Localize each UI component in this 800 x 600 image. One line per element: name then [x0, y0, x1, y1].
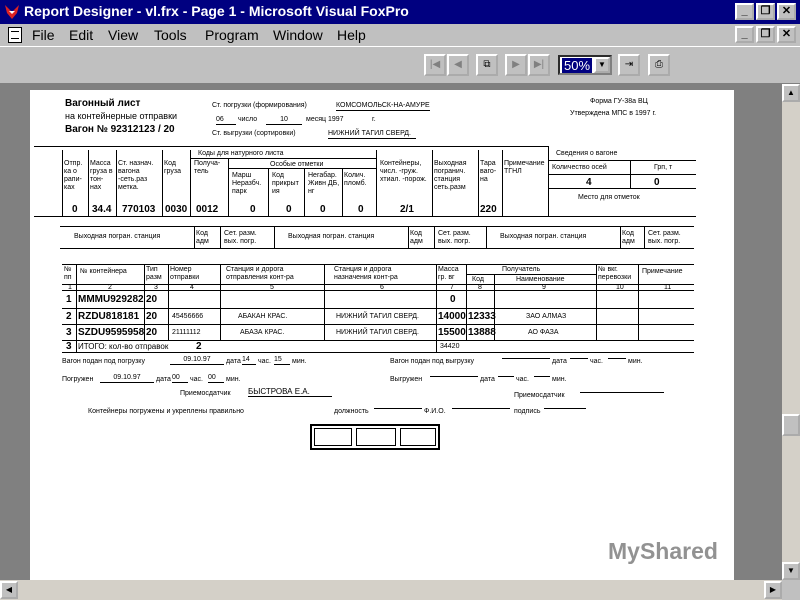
horizontal-scrollbar[interactable]: [0, 580, 782, 600]
wagon-number: Вагон № 92312123 / 20: [65, 124, 175, 135]
seal-boxes: [310, 424, 440, 450]
special-marks-label: Особые отметки: [270, 161, 324, 168]
menu-tools[interactable]: Tools: [154, 27, 187, 43]
border-code-1: Код адм: [196, 230, 209, 245]
title-bar: [0, 0, 800, 24]
border-code-2: Код адм: [410, 230, 423, 245]
report-subtitle: на контейнерные отправки: [65, 111, 178, 121]
month-label: месяц 1997: [306, 116, 344, 123]
close-button[interactable]: ✕: [777, 3, 796, 20]
col-num-6: 6: [380, 284, 384, 291]
col-num-9: 9: [542, 284, 546, 291]
natural-codes-label: Коды для натурного листа: [198, 150, 284, 157]
wagon-info-label: Сведения о вагоне: [556, 150, 618, 157]
row2-to: НИЖНИЙ ТАГИЛ СВЕРД.: [336, 313, 419, 320]
close-preview-button[interactable]: ⇥: [618, 54, 640, 76]
scroll-left-icon[interactable]: ◀: [0, 581, 18, 599]
hdr-sender: Отпр. ка о рапи- ках: [64, 160, 83, 191]
border-exit-2: Выходная погран. станция: [288, 233, 375, 240]
axles-value: 4: [586, 177, 592, 188]
row3-name: АО ФАЗА: [528, 329, 559, 336]
unloaded-hour-label: час.: [516, 376, 529, 383]
document-icon[interactable]: [8, 27, 22, 43]
menu-bar: [0, 24, 800, 46]
row1-type: 20: [146, 294, 158, 305]
capacity-value: 0: [654, 177, 660, 188]
border-net-2: Сет. разм. вых. погр.: [438, 230, 471, 245]
menu-file[interactable]: File: [32, 27, 55, 43]
val-code: 0: [286, 204, 292, 215]
val-tare: 220: [480, 204, 497, 215]
val-station: 770103: [122, 204, 156, 215]
capacity-label: Грп, т: [654, 164, 673, 171]
th-code: Код: [472, 276, 484, 283]
position-label: должность: [334, 408, 369, 415]
last-page-button[interactable]: ▶|: [528, 54, 550, 76]
total-count: 2: [196, 341, 202, 352]
load-station-label: Ст. погрузки (формирования): [212, 102, 307, 109]
window-title: Report Designer - vl.frx - Page 1 - Microsoft Visual FoxPro: [24, 3, 409, 19]
foxpro-icon: [3, 3, 21, 21]
hdr-cargo-code: Код груза: [164, 160, 181, 175]
row3-mass: 15500: [438, 327, 466, 338]
doc-restore-button[interactable]: ❐: [756, 26, 775, 43]
col-num-8: 8: [478, 284, 482, 291]
axles-label: Количество осей: [552, 164, 607, 171]
th-note: Примечание: [642, 268, 683, 275]
hdr-station-code: Ст. назнач. вагона -сеть.раз метка.: [118, 160, 154, 191]
th-container: № контейнера: [80, 268, 127, 275]
load-hour-label: час.: [258, 358, 271, 365]
preview-toolbar: [0, 46, 800, 84]
load-date-label: дата: [226, 358, 241, 365]
hdr-tare: Тара ваго- на: [480, 160, 497, 183]
row2-mass: 14000: [438, 311, 466, 322]
marks-label: Место для отметок: [578, 194, 640, 201]
hdr-oversize: Негабар. Живн ДБ, нг: [308, 172, 340, 195]
preview-area: [0, 84, 782, 580]
bottom-line-label: Контейнеры погружены и укреплены правильно: [88, 408, 244, 415]
total-no: 3: [66, 341, 72, 352]
th-dispatch: Номер отправки: [170, 266, 200, 281]
receiver2-label: Приемосдатчик: [514, 392, 565, 399]
border-exit-3: Выходная погран. станция: [500, 233, 587, 240]
menu-program[interactable]: Program: [205, 27, 259, 43]
unloaded-label: Выгружен: [390, 376, 423, 383]
val-count: 0: [358, 204, 364, 215]
row2-type: 20: [146, 311, 158, 322]
row2-name: ЗАО АЛМАЗ: [526, 313, 567, 320]
load-hour: 14: [242, 356, 256, 365]
hdr-route: Марш Неразбч. парк: [232, 172, 262, 195]
row3-to: НИЖНИЙ ТАГИЛ СВЕРД.: [336, 329, 419, 336]
loaded-min: 00: [208, 374, 224, 383]
load-min: 15: [274, 356, 290, 365]
unload-station-label: Ст. выгрузки (сортировки): [212, 130, 296, 137]
scroll-up-icon[interactable]: ▲: [782, 84, 800, 102]
total-label: ИТОГО: кол-во отправок: [78, 342, 169, 351]
zoom-value: 50%: [564, 58, 591, 73]
th-mass: Масса гр. вг: [438, 266, 459, 281]
val-route: 0: [250, 204, 256, 215]
th-to: Станция и дорога назначения конт-ра: [334, 266, 398, 281]
loaded-hour: 00: [172, 374, 188, 383]
chevron-down-icon[interactable]: ▼: [594, 57, 610, 73]
row2-dispatch: 45456666: [172, 313, 204, 320]
form-line-2: Утверждена МПС в 1997 г.: [570, 110, 657, 117]
vertical-scrollbar[interactable]: [782, 84, 800, 580]
row1-mass: 0: [450, 294, 456, 305]
col-num-2: 2: [108, 284, 112, 291]
load-station-value: КОМСОМОЛЬСК-НА-АМУРЕ: [336, 102, 430, 109]
load-date: 09.10.97: [170, 356, 224, 365]
border-code-3: Код адм: [622, 230, 635, 245]
unload-station-value: НИЖНИЙ ТАГИЛ СВЕРД.: [328, 130, 416, 139]
hdr-code-reg: Код прикрыт ия: [272, 172, 299, 195]
unload-hour-label: час.: [590, 358, 603, 365]
row2-no: 2: [66, 311, 72, 322]
menu-edit[interactable]: Edit: [69, 27, 94, 43]
watermark: MyShared: [608, 538, 718, 564]
border-net-1: Сет. разм. вых. погр.: [224, 230, 257, 245]
form-line-1: Форма ГУ-38а ВЦ: [590, 98, 648, 105]
row2-from: АБАКАН КРАС.: [238, 313, 288, 320]
menu-window[interactable]: Window: [273, 27, 323, 43]
col-num-7: 7: [450, 284, 454, 291]
day-label: число: [238, 116, 258, 123]
col-num-4: 4: [190, 284, 194, 291]
receiver-label: Приемосдатчик: [180, 390, 231, 397]
loaded-min-label: мин.: [226, 376, 241, 383]
doc-minimize-button[interactable]: _: [735, 26, 754, 43]
hdr-containers: Контейнеры, числ. -груж. хтиал. -порож.: [380, 160, 427, 183]
row3-from: АБАЗА КРАС.: [240, 329, 285, 336]
th-name: Наименование: [516, 276, 565, 283]
th-no: № пп: [64, 266, 72, 281]
total-mass: 34420: [440, 343, 460, 350]
val-oversize: 0: [320, 204, 326, 215]
border-exit-1: Выходная погран. станция: [74, 233, 161, 240]
unload-date-label: дата: [552, 358, 567, 365]
val-containers: 2/1: [400, 204, 414, 215]
hdr-exit-station: Выходная погранич. станция сеть.разм: [434, 160, 467, 191]
unloaded-min-label: мин.: [552, 376, 567, 383]
border-net-3: Сет. разм. вых. погр.: [648, 230, 681, 245]
receiver-name: БЫСТРОВА Е.А.: [248, 388, 332, 397]
menu-help[interactable]: Help: [337, 27, 366, 43]
scroll-down-icon[interactable]: ▼: [782, 562, 800, 580]
unload-line-label: Вагон подан под выгрузку: [390, 358, 475, 365]
hdr-note: Примечание ТГНЛ: [504, 160, 545, 175]
print-button[interactable]: ⎙: [648, 54, 670, 76]
unload-min-label: мин.: [628, 358, 643, 365]
loaded-date: 09.10.97: [100, 374, 154, 383]
col-num-10: 10: [616, 284, 624, 291]
th-trans: № вкг. перевозки: [598, 266, 632, 281]
scroll-thumb[interactable]: [782, 414, 800, 436]
restore-button[interactable]: ❐: [756, 3, 775, 20]
loaded-hour-label: час.: [190, 376, 203, 383]
row3-container: SZDU9595958: [78, 327, 145, 338]
unloaded-date-label: дата: [480, 376, 495, 383]
th-receiver: Получатель: [502, 266, 541, 273]
row2-code: 12333: [468, 311, 496, 322]
next-page-button[interactable]: ▶: [505, 54, 527, 76]
report-title: Вагонный лист: [65, 98, 141, 109]
th-type: Тип разм: [146, 266, 162, 281]
row1-container: MMMU929282: [78, 294, 144, 305]
prev-page-button[interactable]: ◀: [447, 54, 469, 76]
th-from: Станция и дорога отправления конт-ра: [226, 266, 294, 281]
val-mass: 34.4: [92, 204, 112, 215]
sign-label: подпись: [514, 408, 541, 415]
hdr-receiver: Получа- тель: [194, 160, 221, 175]
row3-code: 13888: [468, 327, 496, 338]
load-line-label: Вагон подан под погрузку: [62, 358, 145, 365]
loaded-label: Погружен: [62, 376, 94, 383]
zoom-select[interactable]: [558, 55, 612, 75]
col-num-3: 3: [154, 284, 158, 291]
report-page: [30, 90, 734, 580]
row1-no: 1: [66, 294, 72, 305]
hdr-count: Колич. пломб.: [344, 172, 367, 187]
menu-view[interactable]: View: [108, 27, 139, 43]
row3-no: 3: [66, 327, 72, 338]
row3-dispatch: 21111112: [172, 329, 201, 336]
row3-type: 20: [146, 327, 158, 338]
day-value: 06: [216, 116, 236, 125]
scroll-right-icon[interactable]: ▶: [764, 581, 782, 599]
first-page-button[interactable]: |◀: [424, 54, 446, 76]
val-cargo: 0030: [165, 204, 188, 215]
row2-container: RZDU818181: [78, 311, 140, 322]
load-min-label: мин.: [292, 358, 307, 365]
minimize-button[interactable]: _: [735, 3, 754, 20]
go-to-page-button[interactable]: ⧉: [476, 54, 498, 76]
hdr-mass: Масса груза в тон- нах: [90, 160, 113, 191]
col-num-5: 5: [270, 284, 274, 291]
month-value: 10: [266, 116, 302, 125]
fio-label: Ф.И.О.: [424, 408, 446, 415]
year-suffix: г.: [372, 116, 376, 123]
col-num-1: 1: [68, 284, 72, 291]
val-receiver: 0012: [196, 204, 219, 215]
col-num-11: 11: [664, 284, 672, 291]
val-sender: 0: [72, 204, 78, 215]
doc-close-button[interactable]: ✕: [777, 26, 796, 43]
loaded-date-label: дата: [156, 376, 171, 383]
